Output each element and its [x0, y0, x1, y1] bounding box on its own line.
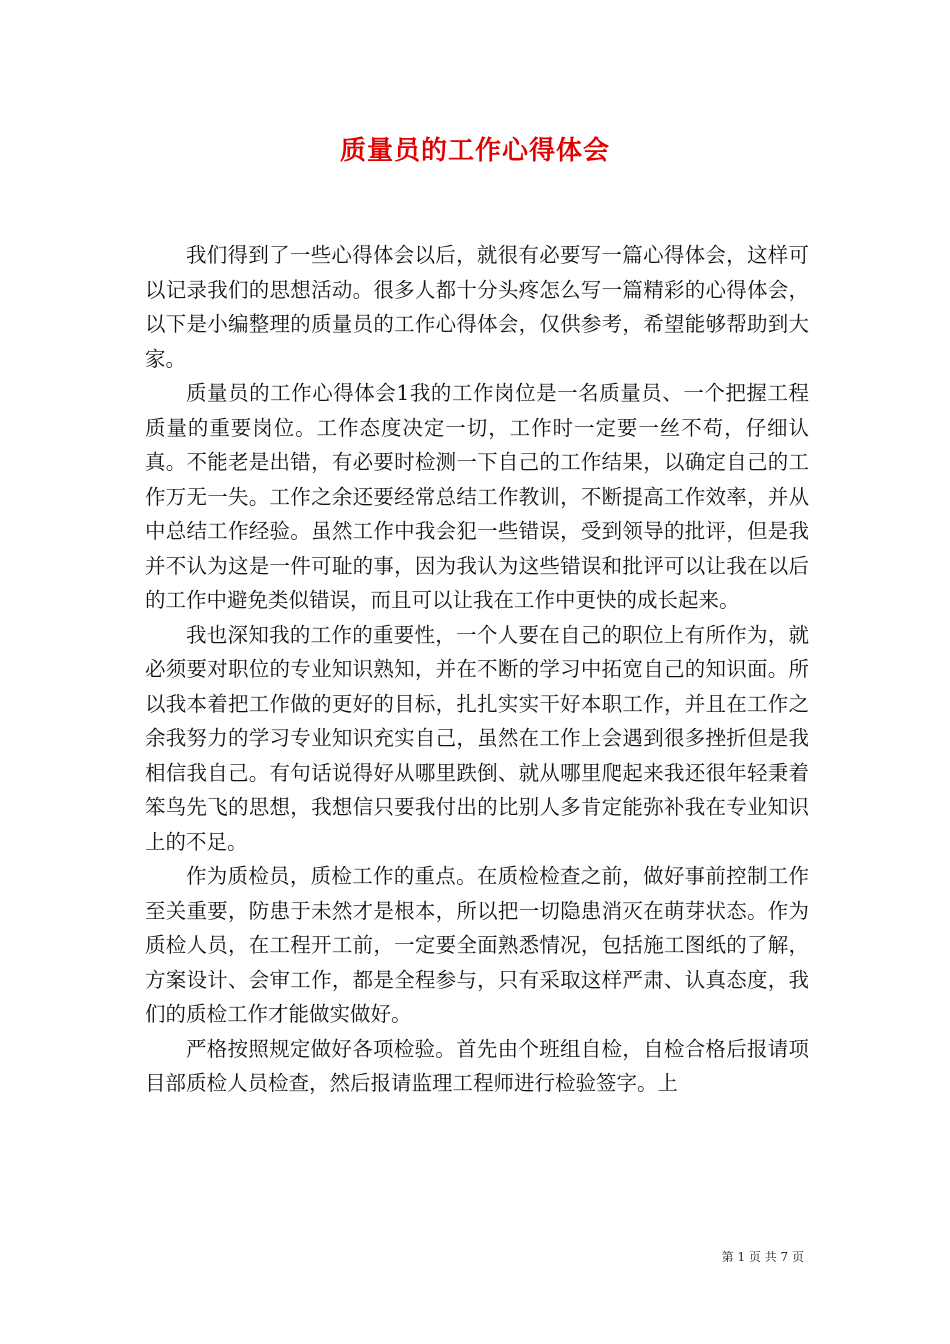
document-title: 质量员的工作心得体会 [339, 136, 610, 166]
paragraph: 严格按照规定做好各项检验。首先由个班组自检，自检合格后报请项目部质检人员检查，然后报请监理工程师进行检验签字。上 [145, 1036, 809, 1095]
page-number: 第 1 页 共 7 页 [721, 1250, 804, 1264]
paragraph: 我也深知我的工作的重要性，一个人要在自己的职位上有所作为，就必须要对职位的专业知识熟知，并在不断的学习中拓宽自己的知识面。所以我本着把工作做的更好的目标，扎扎实实干好本职工作，并且在工作之余我努力的学习专业知识充实自己，虽然在工作上会遇到很多挫折但是我相信我自己。有句话说得好从哪里跌倒、就从哪里爬起来我还很年轻秉着笨鸟先飞的思想，我想信只要我付出的比别人多肯定能弥补我在专业知识上的不足。 [145, 622, 809, 854]
paragraph: 作为质检员，质检工作的重点。在质检检查之前，做好事前控制工作至关重要，防患于未然才是根本，所以把一切隐患消灭在萌芽状态。作为质检人员，在工程开工前，一定要全面熟悉情况，包括施工图纸的了解，方案设计、会审工作，都是全程参与，只有采取这样严肃、认真态度，我们的质检工作才能做实做好。 [145, 864, 809, 1026]
paragraph: 我们得到了一些心得体会以后，就很有必要写一篇心得体会，这样可以记录我们的思想活动。很多人都十分头疼怎么写一篇精彩的心得体会，以下是小编整理的质量员的工作心得体会，仅供参考，希望能够帮助到大家。 [145, 243, 809, 371]
document-body [145, 238, 809, 1101]
paragraph: 质量员的工作心得体会1我的工作岗位是一名质量员、一个把握工程质量的重要岗位。工作态度决定一切，工作时一定要一丝不苟，仔细认真。不能老是出错，有必要时检测一下自己的工作结果，以确定自己的工作万无一失。工作之余还要经常总结工作教训，不断提高工作效率，并从中总结工作经验。虽然工作中我会犯一些错误，受到领导的批评，但是我并不认为这是一件可耻的事，因为我认为这些错误和批评可以让我在以后的工作中避免类似错误，而且可以让我在工作中更快的成长起来。 [145, 381, 809, 612]
